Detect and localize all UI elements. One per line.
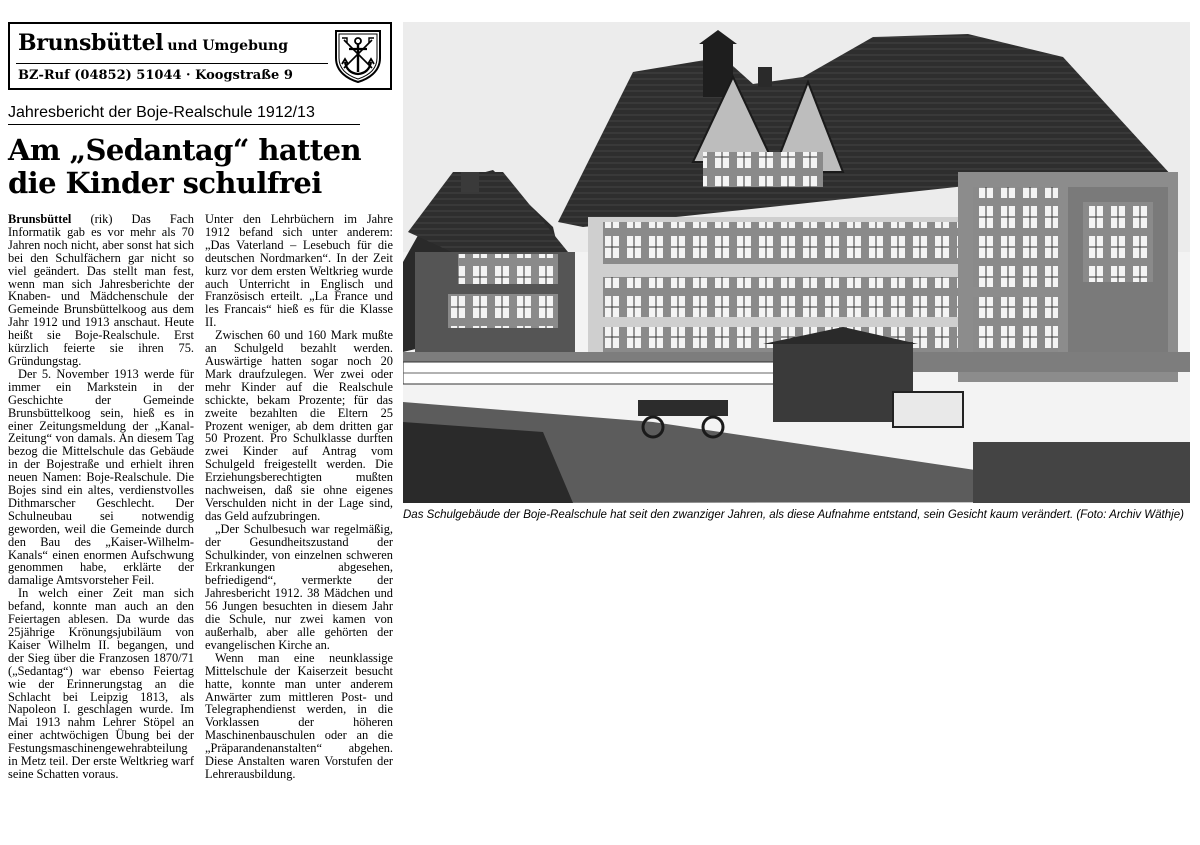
paragraph: Wenn man eine neunklassige Mittelschule der Kaiserzeit besucht hatte, konnte man unter anderem Anwärter zum mittleren Post- und Telegraphendienst werden, in die Vorklassen der höheren Maschinenbauschulen oder an die „Präparandenanstalten“ abgehen. Diese Anstalten waren Vorstufen der Lehrerausbildung.: [205, 650, 393, 781]
headline-line-1: Am „Sedantag“ hatten: [8, 133, 361, 167]
masthead-rule: [16, 63, 328, 64]
fence: [403, 362, 823, 384]
dateline: Brunsbüttel: [8, 212, 72, 226]
headline-line-2: die Kinder schulfrei: [8, 166, 322, 200]
masthead-city: Brunsbüttel: [18, 30, 164, 56]
article-column-1: [8, 213, 194, 781]
masthead: [8, 22, 392, 90]
paragraph-text: (rik) Das Fach Informatik gab es vor mehr als 70 Jahren noch nicht, aber sonst hat sich bei den Schulfächern gar nicht so viel geändert. Das stellt man fest, wenn man sich Jahresberichte der Knaben- und Mädchenschule der Gemeinde Brunsbüttelkoog aus dem Jahr 1912 und 1913 anschaut. Heute heißt sie Boje-Realschule. Erst kürzlich feierte sie ihren 75. Gründungstag.: [8, 212, 194, 368]
anchor-crest-icon: [332, 28, 384, 84]
article-headline: [8, 134, 393, 200]
masthead-contact: BZ-Ruf (04852) 51044 · Koogstraße 9: [18, 68, 293, 83]
paragraph: „Der Schulbesuch war regelmäßig, der Gesundheitszustand der Schulkinder, von einzelnen schweren Erkrankungen abgesehen, befriedigend“, vermerkte der Jahresbericht 1912. 38 Mädchen und 56 Jungen besuchten in diesem Jahr die Schule, nur zwei kamen von außerhalb, aber alle gehörten der evangelischen Kirche an.: [205, 521, 393, 652]
article-kicker: Jahresbericht der Boje-Realschule 1912/13: [8, 104, 360, 125]
article-column-2: [205, 213, 393, 781]
masthead-region: und Umgebung: [167, 38, 289, 54]
school-building-illustration: [403, 22, 1190, 503]
paragraph: Der 5. November 1913 werde für immer ein Markstein in der Geschichte der Gemeinde Brunsbüttelkoog sein, hieß es in einer Zeitungsmeldung der „Kanal-Zeitung“ von damals. An diesem Tag bezog die Mittelschule das Gebäude in der Bojestraße und erhielt ihren neuen Namen: Boje-Realschule. Die Bojes sind ein altes, verdienstvolles Dithmarscher Geschlecht. Der Schulneubau sei notwendig geworden, weil die Gemeinde durch den Bau des „Kaiser-Wilhelm-Kanals“ einen enormen Aufschwung genommen habe, erklärte der damalige Amtsvorsteher Feil.: [8, 366, 194, 588]
paragraph: In welch einer Zeit man sich befand, konnte man auch an den Feiertagen ablesen. Da wurde das 25jährige Krönungsjubiläum von Kaiser Wilhelm II. begangen, und der Sieg über die Franzosen 1870/71 („Sedantag“) war ebenso Feiertag wie der Erinnerungstag an die Schlacht bei Leipzig 1813, als Napoleon I. geschlagen wurde. Im Mai 1913 nahm Lehrer Stöpel an einer achtwöchigen Übung bei der Festungsmaschinengewehrabteilung in Metz teil. Der erste Weltkrieg warf seine Schatten voraus.: [8, 586, 194, 781]
paragraph: [8, 213, 194, 368]
school-building-photo: [403, 22, 1190, 503]
photo-caption: Das Schulgebäude der Boje-Realschule hat seit den zwanziger Jahren, als diese Aufnahme entstand, sein Gesicht kaum verändert. (Foto: Archiv Wäthje): [403, 509, 1184, 521]
paragraph: Zwischen 60 und 160 Mark mußte an Schulgeld bezahlt werden. Auswärtige hatten sogar noch 20 Mark draufzulegen. Wer zwei oder mehr Kinder auf die Realschule schickte, bekam Prozente; für das zweite bezahlten die Eltern 25 Prozent weniger, ab dem dritten gar 50 Prozent. Pro Schulklasse durften zwei Kinder auf Antrag vom Schulgeld freigestellt werden. Die Erziehungsberechtigten mußten nachweisen, daß sie ohne eigenes Verschulden nicht in der Lage sind, das Geld aufzubringen.: [205, 328, 393, 523]
masthead-title: [18, 30, 288, 56]
paragraph: Unter den Lehrbüchern im Jahre 1912 befand sich unter anderem: „Das Vaterland – Lesebuch für die deutschen Nordmarken“. In der Zeit kurz vor dem ersten Weltkrieg wurde auch Unterricht in Englisch und Französisch erteilt. „La France und les Francais“ hieß es für die Klasse II.: [205, 212, 393, 330]
